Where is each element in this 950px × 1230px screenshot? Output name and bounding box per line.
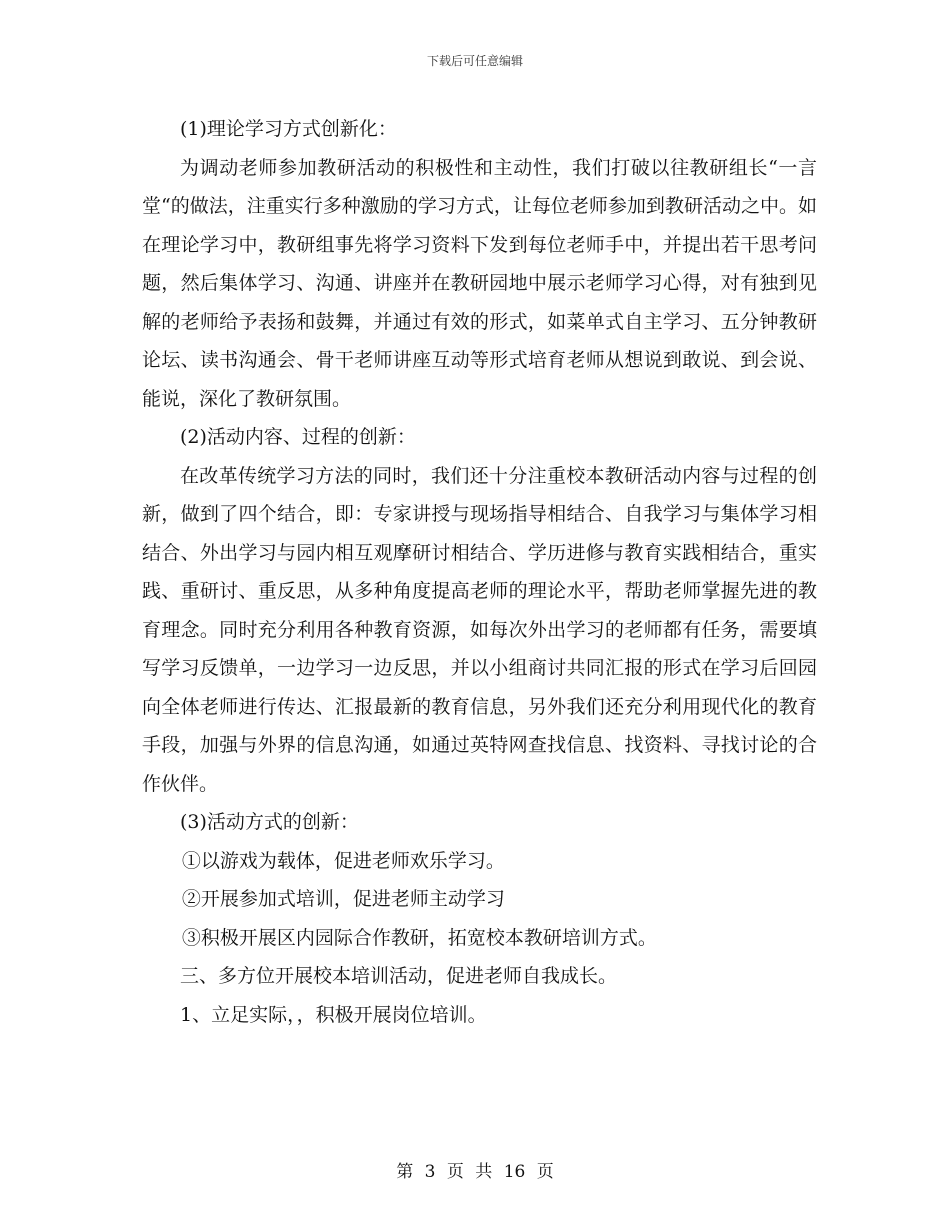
page-number: 第 3 页 共 16 页 <box>396 1162 554 1182</box>
list-item-3: ③积极开展区内园际合作教研，拓宽校本教研培训方式。 <box>181 926 657 949</box>
section-heading-3: (3)活动方式的创新： <box>180 811 359 833</box>
list-item-1: ①以游戏为载体，促进老师欢乐学习。 <box>181 849 505 872</box>
paragraph-1: 为调动老师参加教研活动的积极性和主动性，我们打破以往教研组长“一言堂“的做法，注重实行多种激励的学习方式，让每位老师参加到教研活动之中。如在理论学习中，教研组事先将学习资料下发到每位老师手中，并提出若干思考问题，然后集体学习、沟通、讲座并在教研园地中展示老师学习心得，对有独到见解的老师给予表扬和鼓舞，并通过有效的形式，如菜单式自主学习、五分钟教研论坛、读书沟通会、骨干老师讲座互动等形式培育老师从想说到敢说、到会说、能说，深化了教研氛围。 <box>142 156 817 410</box>
subsection-heading: 1、立足实际，，积极开展岗位培训。 <box>180 1003 487 1026</box>
page-header: 下载后可任意编辑 <box>426 54 523 68</box>
paragraph-2: 在改革传统学习方法的同时，我们还十分注重校本教研活动内容与过程的创新，做到了四个结合，即：专家讲授与现场指导相结合、自我学习与集体学习相结合、外出学习与园内相互观摩研讨相结合、学历进修与教育实践相结合，重实践、重研讨、重反思，从多种角度提高老师的理论水平，帮助老师掌握先进的教育理念。同时充分利用各种教育资源，如每次外出学习的老师都有任务，需要填写学习反馈单，一边学习一边反思，并以小组商讨共同汇报的形式在学习后回园向全体老师进行传达、汇报最新的教育信息，另外我们还充分利用现代化的教育手段，加强与外界的信息沟通，如通过英特网查找信息、找资料、寻找讨论的合作伙伴。 <box>142 464 817 795</box>
list-item-2: ②开展参加式培训，促进老师主动学习 <box>181 888 505 910</box>
document-body <box>142 110 817 1034</box>
section-heading-2: (2)活动内容、过程的创新： <box>180 426 416 448</box>
chapter-heading: 三、多方位开展校本培训活动，促进老师自我成长。 <box>180 965 618 987</box>
section-heading-1: (1)理论学习方式创新化： <box>180 118 397 140</box>
